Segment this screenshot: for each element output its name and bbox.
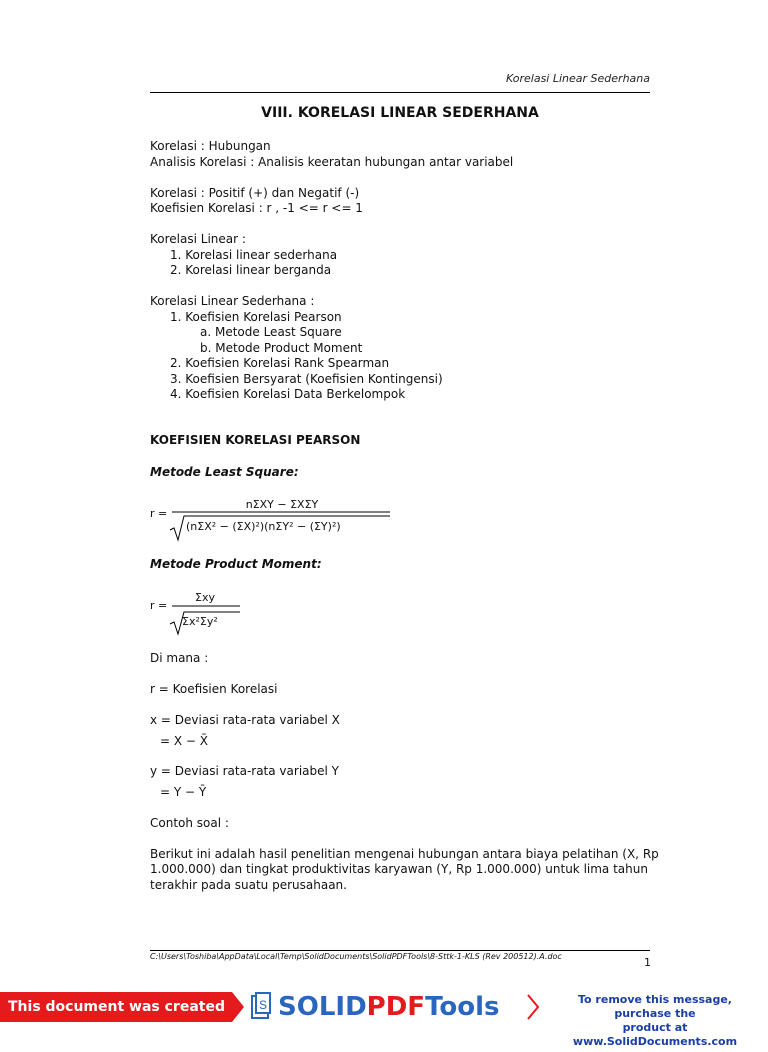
least-square-heading: Metode Least Square: — [150, 465, 299, 479]
list-item: 2. Korelasi linear berganda — [170, 263, 332, 277]
list-item: 1. Korelasi linear sederhana — [170, 248, 338, 262]
intro-line: Korelasi Linear : — [150, 232, 246, 246]
running-header: Korelasi Linear Sederhana — [505, 72, 650, 85]
sub-list-item: b. Metode Product Moment — [200, 341, 363, 355]
definition-line: = X − X̄ — [160, 734, 208, 748]
definition-line: Di mana : — [150, 651, 209, 665]
formula-denominator: (nΣX² − (ΣX)²)(nΣY² − (ΣY)²) — [186, 520, 341, 533]
header-rule — [150, 92, 650, 93]
intro-line: Koefisien Korelasi : r , -1 <= r <= 1 — [150, 201, 363, 215]
banner-created-using[interactable]: This document was created using — [0, 992, 232, 1022]
intro-line: Korelasi : Hubungan — [150, 139, 271, 153]
footer-rule — [150, 950, 650, 951]
chevron-right-icon — [525, 993, 541, 1021]
definition-line: Contoh soal : — [150, 816, 229, 830]
paragraph-line: terakhir pada suatu perusahaan. — [150, 878, 347, 892]
sub-list-item: a. Metode Least Square — [200, 325, 342, 339]
svg-text:S: S — [259, 998, 268, 1012]
definition-line: r = Koefisien Korelasi — [150, 682, 278, 696]
page-number: 1 — [644, 956, 651, 969]
pearson-heading: KOEFISIEN KORELASI PEARSON — [150, 433, 361, 447]
formula-denominator: Σx²Σy² — [182, 615, 218, 628]
banner-arrow-icon — [232, 992, 244, 1022]
intro-line: Korelasi : Positif (+) dan Negatif (-) — [150, 186, 360, 200]
product-moment-heading: Metode Product Moment: — [150, 557, 322, 571]
remove-message-link[interactable] — [548, 993, 762, 1049]
document-title: VIII. KORELASI LINEAR SEDERHANA — [261, 105, 539, 121]
brand-tools: Tools — [425, 992, 500, 1022]
section-label: Korelasi Linear Sederhana : — [150, 294, 315, 308]
definition-line: y = Deviasi rata-rata variabel Y — [150, 764, 339, 778]
definition-line: = Y − Ȳ — [160, 785, 207, 799]
brand-pdf: PDF — [366, 992, 426, 1022]
paragraph-line: Berikut ini adalah hasil penelitian mengenai hubungan antara biaya pelatihan (X, Rp — [150, 847, 659, 861]
remove-line-1: To remove this message, purchase the — [578, 993, 732, 1020]
formula-lhs: r = — [150, 507, 168, 520]
formula-lhs: r = — [150, 599, 168, 612]
formula-numerator: nΣXY − ΣXΣY — [245, 498, 319, 511]
brand-solid: SOLID — [278, 992, 367, 1022]
list-item: 2. Koefisien Korelasi Rank Spearman — [170, 356, 390, 370]
list-item: 1. Koefisien Korelasi Pearson — [170, 310, 342, 324]
list-item: 4. Koefisien Korelasi Data Berkelompok — [170, 387, 406, 401]
solidpdftools-brand[interactable] — [278, 990, 499, 1024]
solidpdf-logo-icon — [250, 992, 272, 1022]
footer-file-path: C:\Users\Toshiba\AppData\Local\Temp\SolidDocuments\SolidPDFTools\8-Sttk-1-KLS (Rev 200512).A.doc — [150, 952, 562, 961]
remove-line-2: product at www.SolidDocuments.com — [572, 1021, 738, 1048]
definition-line: x = Deviasi rata-rata variabel X — [150, 713, 340, 727]
formula-numerator: Σxy — [195, 591, 215, 604]
paragraph-line: 1.000.000) dan tingkat produktivitas karyawan (Y, Rp 1.000.000) untuk lima tahun — [150, 862, 648, 876]
list-item: 3. Koefisien Bersyarat (Koefisien Kontingensi) — [170, 372, 443, 386]
intro-line: Analisis Korelasi : Analisis keeratan hubungan antar variabel — [150, 155, 514, 169]
